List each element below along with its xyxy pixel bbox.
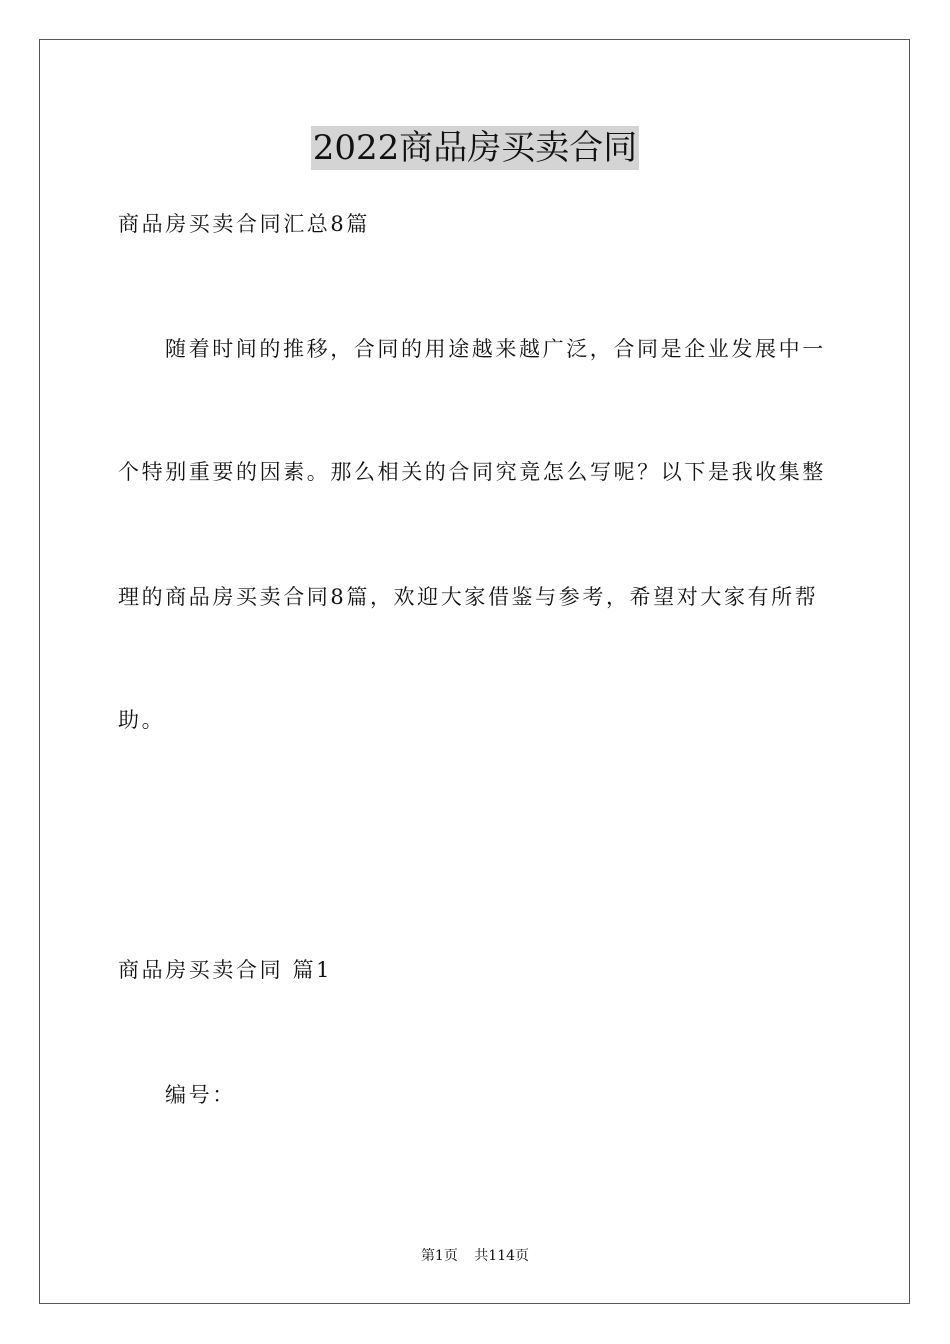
intro-line-2: 个特别重要的因素。那么相关的合同究竟怎么写呢？以下是我收集整 <box>118 460 826 484</box>
section-heading: 商品房买卖合同 篇1 <box>118 958 333 982</box>
document-title: 2022商品房买卖合同 <box>312 128 638 168</box>
page-current: 第1页 <box>420 1248 458 1264</box>
field-label-number: 编号： <box>165 1083 236 1107</box>
document-subtitle: 商品房买卖合同汇总8篇 <box>118 212 370 236</box>
intro-line-4: 助。 <box>118 708 166 732</box>
page-total: 共114页 <box>474 1248 530 1264</box>
title-wrap <box>0 126 950 170</box>
intro-line-3: 理的商品房买卖合同8篇，欢迎大家借鉴与参考，希望对大家有所帮 <box>118 585 819 609</box>
intro-line-1: 随着时间的推移，合同的用途越来越广泛，合同是企业发展中一 <box>165 337 826 361</box>
page-footer <box>0 1246 950 1266</box>
